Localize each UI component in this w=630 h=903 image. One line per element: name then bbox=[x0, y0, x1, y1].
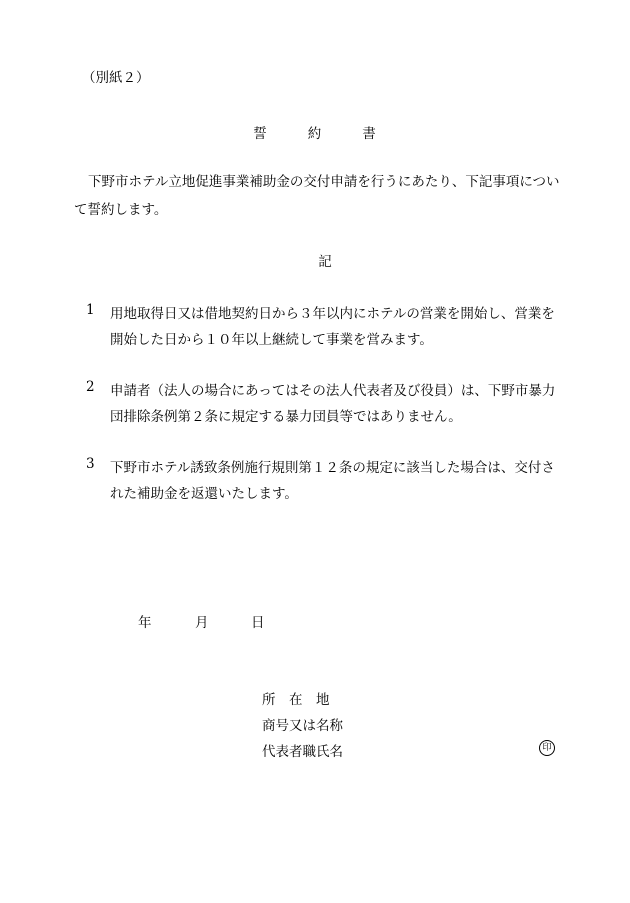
representative-label: 代表者職氏名 bbox=[262, 744, 343, 760]
item-3-line-2: れた補助金を返還いたします。 bbox=[110, 486, 298, 502]
intro-line-2: て誓約します。 bbox=[74, 202, 168, 218]
item-1-number: 1 bbox=[86, 302, 95, 318]
date-year-label: 年 bbox=[138, 615, 152, 631]
item-2-number: 2 bbox=[86, 379, 95, 395]
annex-label: （別紙２） bbox=[82, 70, 150, 86]
item-3-number: 3 bbox=[86, 456, 95, 472]
date-month-label: 月 bbox=[195, 615, 209, 631]
seal-mark: 印 bbox=[539, 740, 555, 756]
title-char-3: 書 bbox=[362, 126, 377, 142]
title-char-1: 誓 bbox=[253, 126, 268, 142]
address-label: 所 在 地 bbox=[262, 692, 330, 708]
company-name-label: 商号又は名称 bbox=[262, 718, 343, 734]
intro-line-1: 下野市ホテル立地促進事業補助金の交付申請を行うにあたり、下記事項につい bbox=[88, 174, 560, 190]
date-day-label: 日 bbox=[251, 615, 265, 631]
ki-heading: 記 bbox=[318, 254, 332, 270]
item-1-line-1: 用地取得日又は借地契約日から３年以内にホテルの営業を開始し、営業を bbox=[110, 306, 555, 322]
title-char-2: 約 bbox=[307, 126, 323, 142]
document-title bbox=[0, 122, 630, 142]
item-2-line-1: 申請者（法人の場合にあってはその法人代表者及び役員）は、下野市暴力 bbox=[110, 383, 556, 399]
item-2-line-2: 団排除条例第２条に規定する暴力団員等ではありません。 bbox=[110, 409, 462, 425]
item-3-line-1: 下野市ホテル誘致条例施行規則第１２条の規定に該当した場合は、交付さ bbox=[110, 460, 555, 476]
item-1-line-2: 開始した日から１０年以上継続して事業を営みます。 bbox=[110, 332, 433, 348]
